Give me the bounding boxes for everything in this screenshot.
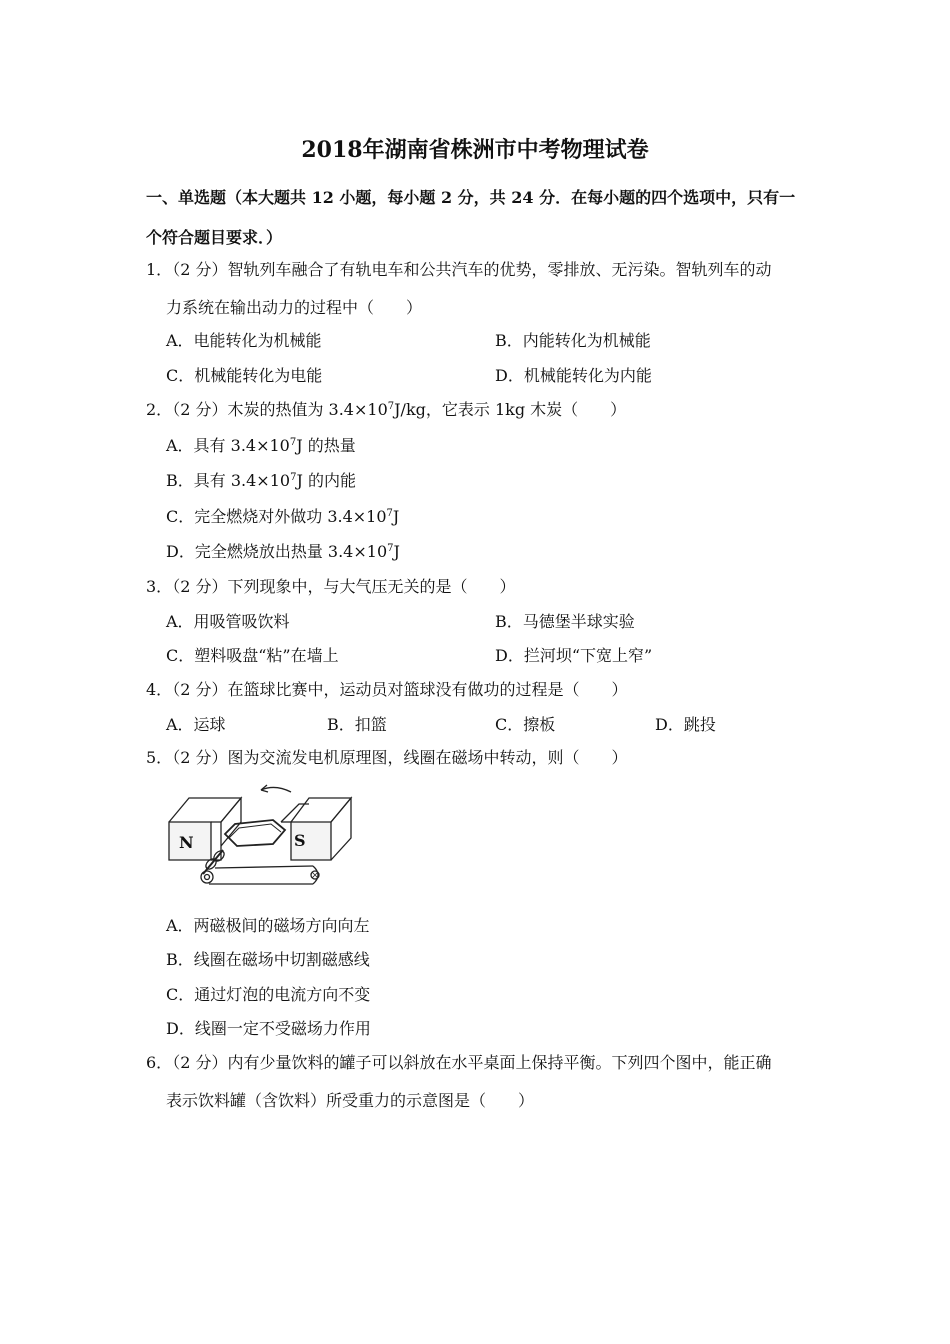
option-unit: J	[393, 542, 400, 561]
exponent: 7	[387, 401, 395, 412]
exponent: 7	[387, 543, 394, 554]
question-5	[146, 750, 627, 766]
question-text-b: J/kg，它表示 1kg 木炭（ ）	[394, 400, 627, 419]
exponent: 7	[290, 472, 297, 483]
question-number: 4．	[146, 680, 173, 699]
option-text: A．具有 3.4×10	[166, 436, 290, 455]
question-number: 1．	[146, 260, 173, 279]
question-text: （2 分）智轨列车融合了有轨电车和公共汽车的优势，零排放、无污染。智轨列车的动	[172, 260, 772, 279]
q3-option-d: D．拦河坝“下宽上窄”	[495, 646, 653, 665]
q2-option-b	[166, 473, 356, 489]
q1-option-d: D．机械能转化为内能	[495, 366, 652, 385]
question-text-a: （2 分）木炭的热值为 3.4×10	[172, 400, 388, 419]
q2-option-a	[166, 438, 356, 454]
page-title: 2018年湖南省株洲市中考物理试卷	[301, 137, 649, 163]
q3-option-b: B．马德堡半球实验	[495, 612, 635, 631]
q1-option-b: B．内能转化为机械能	[495, 331, 651, 350]
q1-option-a: A．电能转化为机械能	[166, 331, 322, 350]
option-text: D．完全燃烧放出热量 3.4×10	[166, 542, 388, 561]
option-unit: J	[392, 507, 400, 526]
question-1-continuation: 力系统在输出动力的过程中（ ）	[166, 298, 423, 317]
q4-option-c: C．擦板	[495, 715, 556, 734]
question-number: 5．	[146, 748, 173, 767]
question-text: （2 分）在篮球比赛中，运动员对篮球没有做功的过程是（ ）	[172, 680, 628, 699]
option-unit: J 的内能	[296, 471, 356, 490]
question-3	[146, 579, 515, 595]
question-4	[146, 682, 627, 698]
q2-option-c	[166, 509, 399, 525]
north-pole-label: N	[179, 833, 194, 852]
q3-option-c: C．塑料吸盘“粘”在墙上	[166, 646, 339, 665]
q5-option-a: A．两磁极间的磁场方向向左	[166, 916, 370, 935]
ac-generator-diagram	[163, 780, 353, 890]
q1-option-c: C．机械能转化为电能	[166, 366, 323, 385]
question-text: （2 分）下列现象中，与大气压无关的是（ ）	[172, 577, 516, 596]
option-text: B．具有 3.4×10	[166, 471, 291, 490]
south-pole-label: S	[294, 831, 306, 850]
q4-option-d: D．跳投	[655, 715, 716, 734]
question-2	[146, 402, 626, 418]
exponent: 7	[289, 437, 297, 448]
q3-option-a: A．用吸管吸饮料	[166, 612, 290, 631]
exponent: 7	[386, 508, 393, 519]
question-number: 3．	[146, 577, 173, 596]
q2-option-d	[166, 544, 400, 560]
question-6-continuation: 表示饮料罐（含饮料）所受重力的示意图是（ ）	[166, 1091, 535, 1110]
question-number: 2．	[146, 400, 173, 419]
option-unit: J 的热量	[296, 436, 356, 455]
q4-option-b: B．扣篮	[327, 715, 387, 734]
q4-option-a: A．运球	[166, 715, 226, 734]
question-text: （2 分）内有少量饮料的罐子可以斜放在水平桌面上保持平衡。下列四个图中，能正确	[172, 1053, 772, 1072]
question-number: 6．	[146, 1053, 173, 1072]
option-text: C．完全燃烧对外做功 3.4×10	[166, 507, 387, 526]
question-text: （2 分）图为交流发电机原理图，线圈在磁场中转动，则（ ）	[172, 748, 628, 767]
q5-option-b: B．线圈在磁场中切割磁感线	[166, 950, 370, 969]
q5-option-d: D．线圈一定不受磁场力作用	[166, 1019, 371, 1038]
section-header-line2: 个符合题目要求．）	[146, 228, 283, 247]
question-6	[146, 1055, 771, 1071]
q5-option-c: C．通过灯泡的电流方向不变	[166, 985, 371, 1004]
question-1	[146, 262, 771, 278]
section-header-line1: 一、单选题（本大题共 12 小题，每小题 2 分，共 24 分．在每小题的四个选项中，只有一	[146, 188, 796, 207]
ring-terminal	[201, 871, 213, 883]
